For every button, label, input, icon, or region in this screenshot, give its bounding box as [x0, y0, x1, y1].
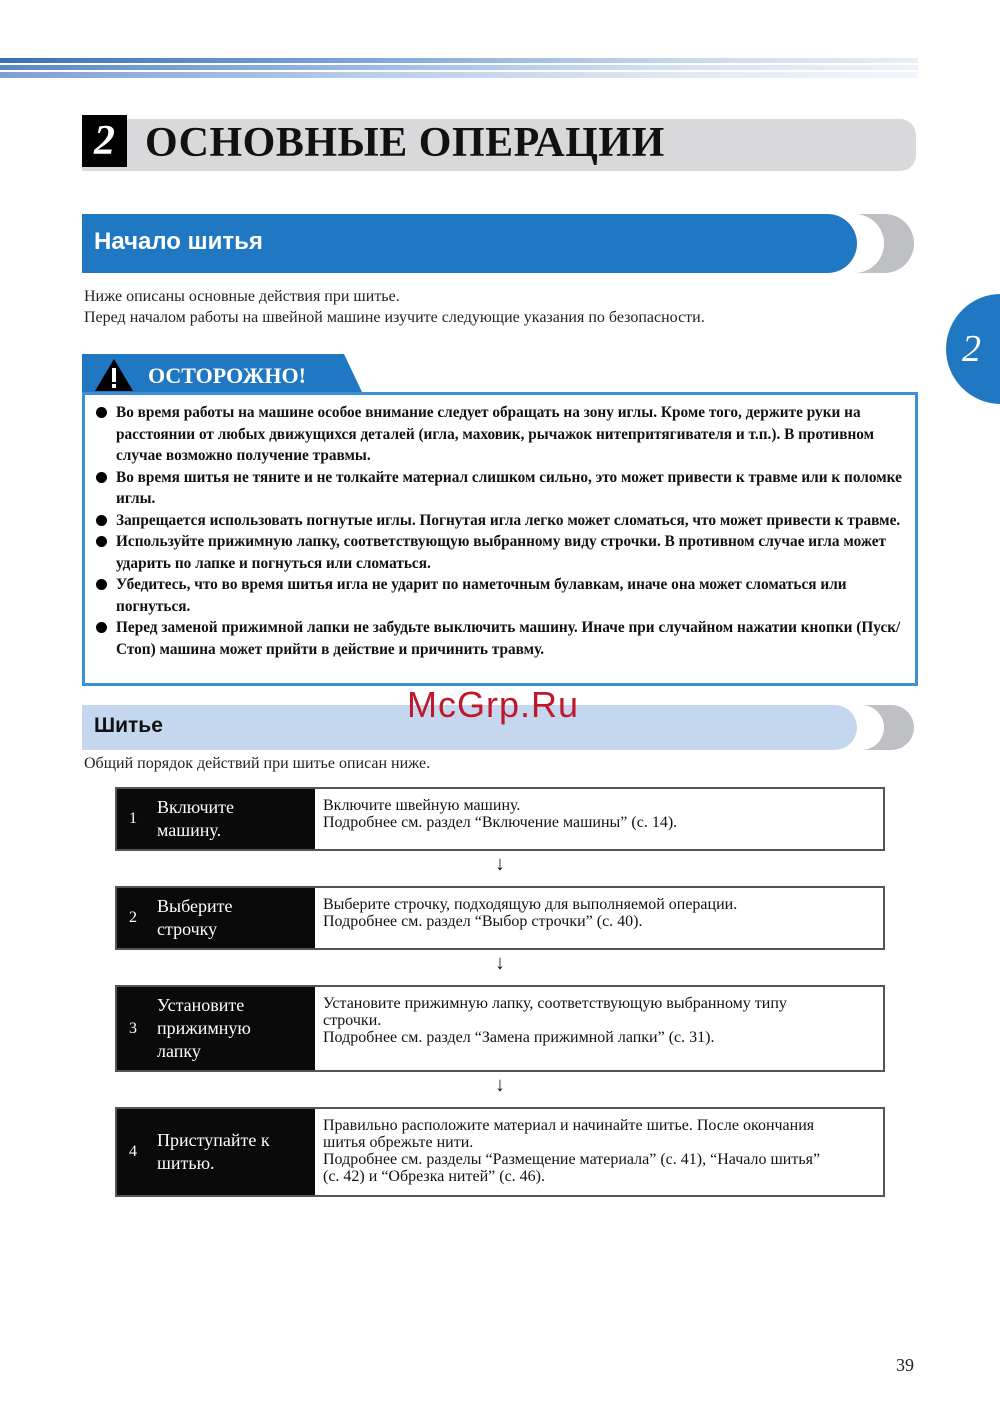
chapter-title: ОСНОВНЫЕ ОПЕРАЦИИ — [145, 120, 665, 166]
page-number: 39 — [896, 1355, 914, 1375]
step-label-cell: 1 Включите машину. — [117, 789, 315, 849]
subsection-title: Шитье — [94, 714, 163, 737]
step-description: Установите прижимную лапку, соответствующую выбранному типу строчки. Подробнее см. раздел “Замена прижимной лапки” (с. 31). — [323, 995, 787, 1046]
subsection-intro: Общий порядок действий при шитье описан ниже. — [84, 755, 431, 772]
step-number: 3 — [129, 1019, 137, 1037]
step-row — [115, 985, 885, 1072]
down-arrow-icon: ↓ — [495, 853, 505, 875]
step-label-cell: 3 Установите прижимную лапку — [117, 987, 315, 1070]
down-arrow-icon: ↓ — [495, 952, 505, 974]
chapter-number: 2 — [82, 115, 127, 167]
section-title: Начало шитья — [94, 228, 263, 255]
caution-item: Убедитесь, что во время шитья игла не ударит по наметочным булавкам, иначе она может сломаться или погнуться. — [94, 574, 904, 617]
caution-item: Используйте прижимную лапку, соответствующую выбранному виду строчки. В противном случае игла может ударить по лапке и погнуться или сломаться. — [94, 531, 904, 574]
down-arrow-icon: ↓ — [495, 1074, 505, 1096]
step-description: Правильно расположите материал и начинайте шитье. После окончания шитья обрежьте нити. Подробнее см. разделы “Размещение материала” (с. 41), “Начало шитья” (с. 42) и “Обрезка нитей” (с. 46). — [323, 1117, 821, 1185]
step-number: 1 — [129, 810, 137, 827]
step-number: 4 — [129, 1143, 137, 1160]
caution-item: Во время шитья не тяните и не толкайте материал слишком сильно, это может привести к травме или к поломке иглы. — [94, 467, 904, 510]
top-decorative-bars — [0, 58, 918, 84]
caution-title: ОСТОРОЖНО! — [148, 363, 306, 388]
section-intro: Ниже описаны основные действия при шитье. Перед началом работы на швейной машине изучите следующие указания по безопасности. — [84, 288, 705, 326]
step-label-cell: 2 Выберите строчку — [117, 888, 315, 948]
step-description: Включите швейную машину. Подробнее см. раздел “Включение машины” (с. 14). — [323, 797, 678, 831]
warning-triangle-icon — [94, 358, 134, 392]
step-row — [115, 1107, 885, 1197]
step-label-cell: 4 Приступайте к шитью. — [117, 1109, 315, 1195]
step-row — [115, 886, 885, 950]
step-row — [115, 787, 885, 851]
chapter-side-tab: 2 — [946, 294, 1000, 404]
watermark: McGrp.Ru — [407, 684, 580, 725]
caution-list — [94, 402, 904, 660]
caution-item: Запрещается использовать погнутые иглы. Погнутая игла легко может сломаться, что может привести к травме. — [94, 510, 904, 532]
step-number: 2 — [129, 909, 137, 926]
caution-item: Во время работы на машине особое внимание следует обращать на зону иглы. Кроме того, держите руки на расстоянии от любых движущихся деталей (игла, маховик, рычажок нитепритягивателя и т.п.). В противном случае возможно получение травмы. — [94, 402, 904, 467]
caution-item: Перед заменой прижимной лапки не забудьте выключить машину. Иначе при случайном нажатии кнопки (Пуск/Стоп) машина может прийти в действие и причинить травму. — [94, 617, 904, 660]
step-description: Выберите строчку, подходящую для выполняемой операции. Подробнее см. раздел “Выбор строчки” (с. 40). — [323, 896, 738, 930]
